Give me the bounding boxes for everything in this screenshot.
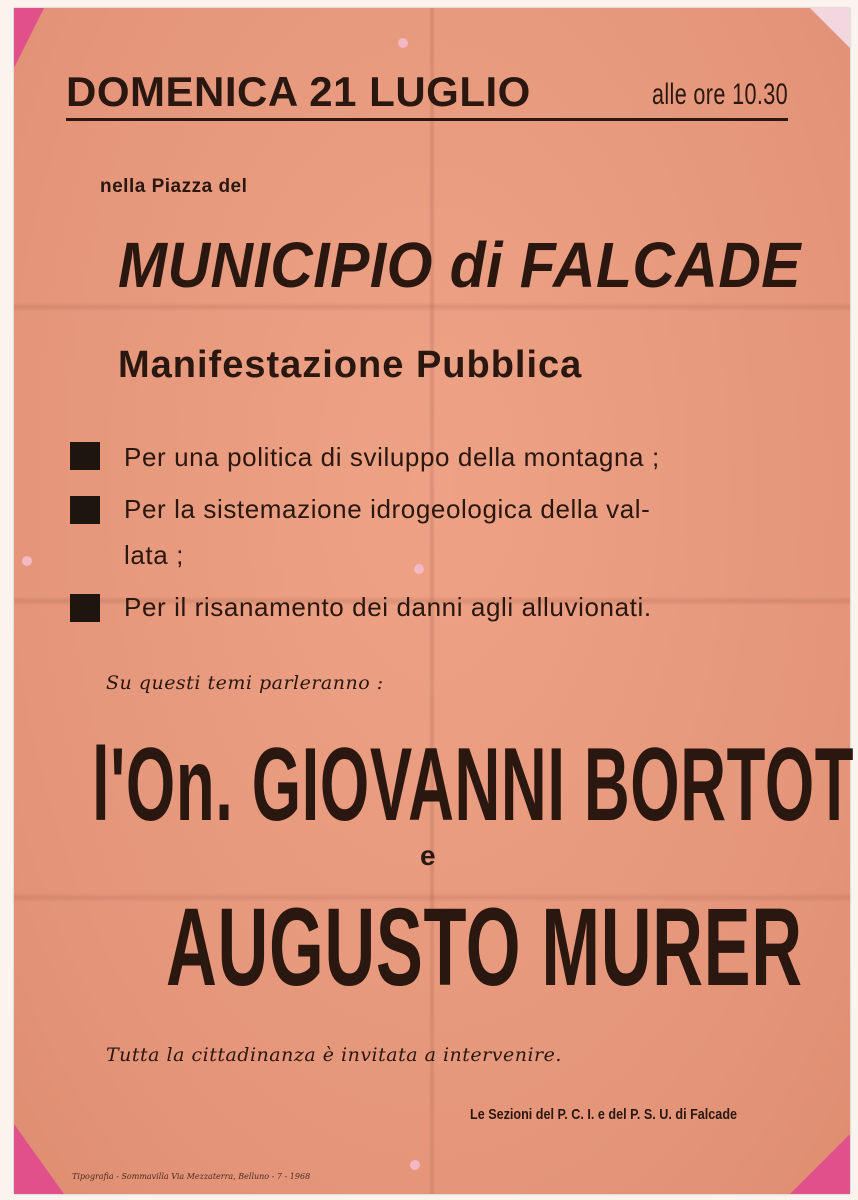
signature-line: Le Sezioni del P. C. I. e del P. S. U. di Falcade [470, 1106, 738, 1123]
event-title: Manifestazione Pubblica [118, 344, 583, 386]
pin-mark-bottom-left [14, 1124, 64, 1194]
speaker-conjunction: e [420, 840, 436, 871]
location-title: MUNICIPIO di FALCADE [118, 229, 802, 301]
agenda-point: Per il risanamento dei danni agli alluvionati. [124, 592, 652, 622]
pin-mark-top-left [14, 8, 44, 68]
invitation-line: Tutta la cittadinanza è invitata a intervenire. [106, 1044, 562, 1066]
bullet-square [70, 442, 100, 470]
event-time: alle ore 10.30 [652, 78, 788, 111]
agenda-point-continuation: lata ; [124, 540, 184, 570]
torn-corner-top-right [810, 8, 850, 48]
agenda-point: Per una politica di sviluppo della montagna ; [124, 442, 660, 472]
speakers-intro: Su questi temi parleranno : [106, 672, 384, 694]
speaker-second: AUGUSTO MURER [166, 886, 803, 1009]
pin-hole [410, 1160, 420, 1170]
agenda-point: Per la sistemazione idrogeologica della val- [124, 494, 651, 524]
event-date: DOMENICA 21 LUGLIO [66, 68, 531, 115]
pin-hole [22, 556, 32, 566]
pin-hole [398, 38, 408, 48]
printer-imprint: Tipografia - Sommavilla Via Mezzaterra, Belluno - 7 - 1968 [72, 1172, 311, 1181]
location-intro: nella Piazza del [100, 176, 248, 197]
bullet-square [70, 496, 100, 524]
poster-sheet [14, 8, 855, 1194]
bullet-square [70, 594, 100, 622]
pin-mark-bottom-right [790, 1134, 850, 1194]
speaker-first: l'On. GIOVANNI BORTOT [92, 727, 855, 843]
header-underline [66, 118, 788, 121]
pin-hole [414, 564, 424, 574]
